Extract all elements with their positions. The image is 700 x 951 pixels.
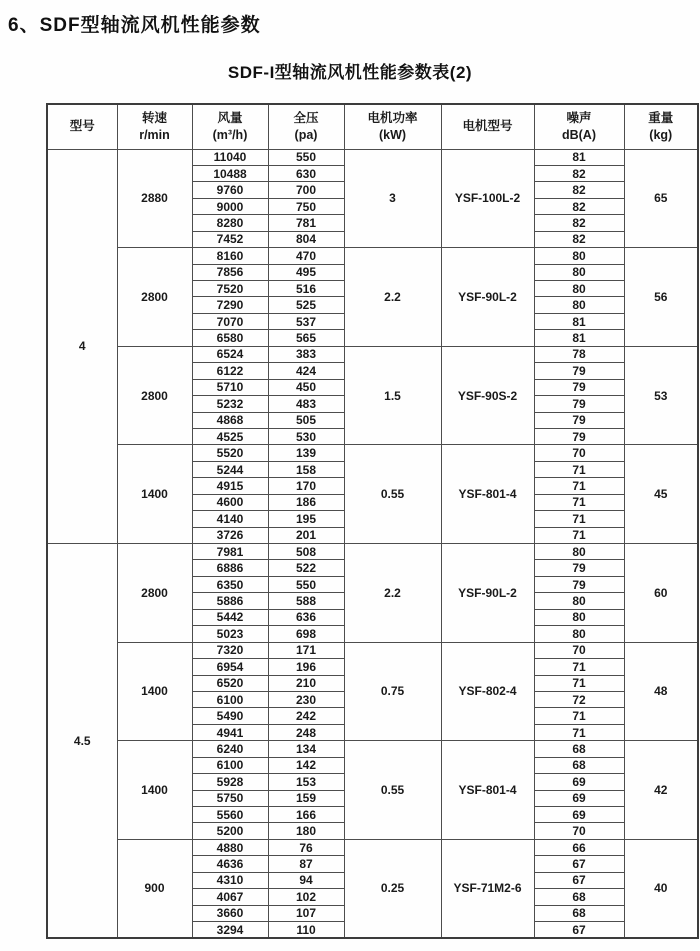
table-row xyxy=(47,544,698,560)
pressure-cell: 804 xyxy=(268,231,344,247)
airflow-cell: 6100 xyxy=(192,757,268,773)
pressure-cell: 630 xyxy=(268,165,344,181)
airflow-cell: 4868 xyxy=(192,412,268,428)
noise-cell: 80 xyxy=(534,593,624,609)
pressure-cell: 565 xyxy=(268,330,344,346)
airflow-cell: 5710 xyxy=(192,379,268,395)
airflow-cell: 6886 xyxy=(192,560,268,576)
airflow-cell: 5750 xyxy=(192,790,268,806)
noise-cell: 71 xyxy=(534,708,624,724)
noise-cell: 67 xyxy=(534,856,624,872)
column-header-power xyxy=(344,104,441,149)
noise-cell: 71 xyxy=(534,478,624,494)
motor-model-cell: YSF-90L-2 xyxy=(441,248,534,347)
motor-model-cell: YSF-801-4 xyxy=(441,445,534,544)
noise-cell: 82 xyxy=(534,231,624,247)
pressure-cell: 171 xyxy=(268,642,344,658)
airflow-cell: 4600 xyxy=(192,494,268,510)
table-row xyxy=(47,839,698,855)
noise-cell: 68 xyxy=(534,905,624,921)
pressure-cell: 102 xyxy=(268,889,344,905)
noise-cell: 79 xyxy=(534,396,624,412)
header-label: 电机功率 xyxy=(367,110,418,125)
airflow-cell: 7320 xyxy=(192,642,268,658)
airflow-cell: 7452 xyxy=(192,231,268,247)
airflow-cell: 7856 xyxy=(192,264,268,280)
noise-cell: 79 xyxy=(534,363,624,379)
power-cell: 0.55 xyxy=(344,741,441,840)
noise-cell: 79 xyxy=(534,576,624,592)
airflow-cell: 4941 xyxy=(192,724,268,740)
pressure-cell: 483 xyxy=(268,396,344,412)
airflow-cell: 4310 xyxy=(192,872,268,888)
airflow-cell: 4915 xyxy=(192,478,268,494)
noise-cell: 72 xyxy=(534,691,624,707)
pressure-cell: 636 xyxy=(268,609,344,625)
pressure-cell: 505 xyxy=(268,412,344,428)
table-row xyxy=(47,149,698,165)
airflow-cell: 3726 xyxy=(192,527,268,543)
airflow-cell: 7520 xyxy=(192,281,268,297)
header-unit: dB(A) xyxy=(561,127,596,142)
model-cell: 4 xyxy=(47,149,117,544)
pressure-cell: 588 xyxy=(268,593,344,609)
pressure-cell: 750 xyxy=(268,198,344,214)
pressure-cell: 107 xyxy=(268,905,344,921)
airflow-cell: 5232 xyxy=(192,396,268,412)
airflow-cell: 6580 xyxy=(192,330,268,346)
table-header xyxy=(47,104,698,149)
table-title: SDF-I型轴流风机性能参数表(2) xyxy=(227,63,473,82)
airflow-cell: 9000 xyxy=(192,198,268,214)
airflow-cell: 3660 xyxy=(192,905,268,921)
page-title: 6、SDF型轴流风机性能参数 xyxy=(8,15,261,36)
airflow-cell: 5520 xyxy=(192,445,268,461)
speed-cell: 2800 xyxy=(117,248,192,347)
airflow-cell: 11040 xyxy=(192,149,268,165)
noise-cell: 71 xyxy=(534,724,624,740)
pressure-cell: 159 xyxy=(268,790,344,806)
noise-cell: 79 xyxy=(534,428,624,444)
pressure-cell: 508 xyxy=(268,544,344,560)
noise-cell: 66 xyxy=(534,839,624,855)
noise-cell: 69 xyxy=(534,774,624,790)
pressure-cell: 134 xyxy=(268,741,344,757)
pressure-cell: 550 xyxy=(268,576,344,592)
header-label: 风量 xyxy=(217,110,243,125)
header-label: 转速 xyxy=(141,110,167,125)
noise-cell: 81 xyxy=(534,313,624,329)
noise-cell: 71 xyxy=(534,494,624,510)
pressure-cell: 530 xyxy=(268,428,344,444)
weight-cell: 60 xyxy=(624,544,698,643)
pressure-cell: 230 xyxy=(268,691,344,707)
power-cell: 1.5 xyxy=(344,346,441,445)
header-unit: (m³/h) xyxy=(212,127,248,142)
pressure-cell: 186 xyxy=(268,494,344,510)
motor-model-cell: YSF-71M2-6 xyxy=(441,839,534,938)
header-label: 型号 xyxy=(69,119,95,134)
power-cell: 0.75 xyxy=(344,642,441,741)
header-label: 噪声 xyxy=(566,110,592,125)
noise-cell: 80 xyxy=(534,264,624,280)
pressure-cell: 139 xyxy=(268,445,344,461)
pressure-cell: 516 xyxy=(268,281,344,297)
table-row xyxy=(47,642,698,658)
weight-cell: 45 xyxy=(624,445,698,544)
header-unit: r/min xyxy=(139,127,170,142)
noise-cell: 81 xyxy=(534,330,624,346)
noise-cell: 79 xyxy=(534,560,624,576)
pressure-cell: 153 xyxy=(268,774,344,790)
table-row xyxy=(47,346,698,362)
speed-cell: 2880 xyxy=(117,149,192,248)
pressure-cell: 210 xyxy=(268,675,344,691)
airflow-cell: 6520 xyxy=(192,675,268,691)
noise-cell: 78 xyxy=(534,346,624,362)
noise-cell: 68 xyxy=(534,757,624,773)
pressure-cell: 698 xyxy=(268,626,344,642)
pressure-cell: 170 xyxy=(268,478,344,494)
airflow-cell: 6100 xyxy=(192,691,268,707)
noise-cell: 82 xyxy=(534,182,624,198)
airflow-cell: 5023 xyxy=(192,626,268,642)
pressure-cell: 450 xyxy=(268,379,344,395)
pressure-cell: 142 xyxy=(268,757,344,773)
airflow-cell: 6524 xyxy=(192,346,268,362)
pressure-cell: 537 xyxy=(268,313,344,329)
header-unit: (kg) xyxy=(649,127,673,142)
column-header-motor xyxy=(441,104,534,149)
airflow-cell: 7070 xyxy=(192,313,268,329)
weight-cell: 42 xyxy=(624,741,698,840)
airflow-cell: 6350 xyxy=(192,576,268,592)
airflow-cell: 5560 xyxy=(192,807,268,823)
pressure-cell: 242 xyxy=(268,708,344,724)
airflow-cell: 5490 xyxy=(192,708,268,724)
noise-cell: 80 xyxy=(534,544,624,560)
power-cell: 2.2 xyxy=(344,544,441,643)
model-cell: 4.5 xyxy=(47,544,117,939)
column-header-pressure xyxy=(268,104,344,149)
pressure-cell: 383 xyxy=(268,346,344,362)
performance-table xyxy=(46,103,699,939)
power-cell: 0.25 xyxy=(344,839,441,938)
table-body xyxy=(47,149,698,938)
speed-cell: 1400 xyxy=(117,445,192,544)
weight-cell: 48 xyxy=(624,642,698,741)
weight-cell: 65 xyxy=(624,149,698,248)
airflow-cell: 7290 xyxy=(192,297,268,313)
noise-cell: 71 xyxy=(534,511,624,527)
noise-cell: 69 xyxy=(534,807,624,823)
speed-cell: 2800 xyxy=(117,346,192,445)
speed-cell: 2800 xyxy=(117,544,192,643)
airflow-cell: 3294 xyxy=(192,922,268,938)
noise-cell: 67 xyxy=(534,872,624,888)
pressure-cell: 470 xyxy=(268,248,344,264)
pressure-cell: 158 xyxy=(268,461,344,477)
noise-cell: 68 xyxy=(534,741,624,757)
pressure-cell: 201 xyxy=(268,527,344,543)
pressure-cell: 180 xyxy=(268,823,344,839)
pressure-cell: 87 xyxy=(268,856,344,872)
airflow-cell: 5886 xyxy=(192,593,268,609)
airflow-cell: 4140 xyxy=(192,511,268,527)
pressure-cell: 781 xyxy=(268,215,344,231)
airflow-cell: 6954 xyxy=(192,659,268,675)
speed-cell: 900 xyxy=(117,839,192,938)
noise-cell: 70 xyxy=(534,445,624,461)
pressure-cell: 248 xyxy=(268,724,344,740)
motor-model-cell: YSF-801-4 xyxy=(441,741,534,840)
table-row xyxy=(47,248,698,264)
column-header-speed xyxy=(117,104,192,149)
noise-cell: 71 xyxy=(534,675,624,691)
column-header-weight xyxy=(624,104,698,149)
header-label: 电机型号 xyxy=(462,119,513,134)
pressure-cell: 495 xyxy=(268,264,344,280)
airflow-cell: 4636 xyxy=(192,856,268,872)
noise-cell: 67 xyxy=(534,922,624,938)
motor-model-cell: YSF-90S-2 xyxy=(441,346,534,445)
speed-cell: 1400 xyxy=(117,642,192,741)
pressure-cell: 166 xyxy=(268,807,344,823)
pressure-cell: 196 xyxy=(268,659,344,675)
power-cell: 0.55 xyxy=(344,445,441,544)
header-unit: (pa) xyxy=(294,127,318,142)
noise-cell: 80 xyxy=(534,626,624,642)
airflow-cell: 5244 xyxy=(192,461,268,477)
column-header-noise xyxy=(534,104,624,149)
noise-cell: 69 xyxy=(534,790,624,806)
airflow-cell: 5200 xyxy=(192,823,268,839)
pressure-cell: 522 xyxy=(268,560,344,576)
header-row xyxy=(47,104,698,149)
noise-cell: 70 xyxy=(534,642,624,658)
pressure-cell: 424 xyxy=(268,363,344,379)
pressure-cell: 525 xyxy=(268,297,344,313)
pressure-cell: 700 xyxy=(268,182,344,198)
pressure-cell: 110 xyxy=(268,922,344,938)
airflow-cell: 9760 xyxy=(192,182,268,198)
header-label: 全压 xyxy=(293,110,319,125)
table-row xyxy=(47,445,698,461)
airflow-cell: 7981 xyxy=(192,544,268,560)
column-header-model xyxy=(47,104,117,149)
pressure-cell: 94 xyxy=(268,872,344,888)
table-row xyxy=(47,741,698,757)
airflow-cell: 5928 xyxy=(192,774,268,790)
power-cell: 2.2 xyxy=(344,248,441,347)
noise-cell: 71 xyxy=(534,461,624,477)
header-unit: (kW) xyxy=(378,127,407,142)
header-label: 重量 xyxy=(648,110,674,125)
airflow-cell: 10488 xyxy=(192,165,268,181)
noise-cell: 68 xyxy=(534,889,624,905)
pressure-cell: 76 xyxy=(268,839,344,855)
weight-cell: 53 xyxy=(624,346,698,445)
airflow-cell: 5442 xyxy=(192,609,268,625)
power-cell: 3 xyxy=(344,149,441,248)
weight-cell: 56 xyxy=(624,248,698,347)
noise-cell: 80 xyxy=(534,297,624,313)
motor-model-cell: YSF-802-4 xyxy=(441,642,534,741)
airflow-cell: 4880 xyxy=(192,839,268,855)
noise-cell: 71 xyxy=(534,527,624,543)
airflow-cell: 4525 xyxy=(192,428,268,444)
pressure-cell: 550 xyxy=(268,149,344,165)
noise-cell: 80 xyxy=(534,248,624,264)
noise-cell: 82 xyxy=(534,198,624,214)
noise-cell: 71 xyxy=(534,659,624,675)
weight-cell: 40 xyxy=(624,839,698,938)
airflow-cell: 6122 xyxy=(192,363,268,379)
noise-cell: 70 xyxy=(534,823,624,839)
motor-model-cell: YSF-100L-2 xyxy=(441,149,534,248)
noise-cell: 80 xyxy=(534,609,624,625)
airflow-cell: 4067 xyxy=(192,889,268,905)
airflow-cell: 8280 xyxy=(192,215,268,231)
airflow-cell: 8160 xyxy=(192,248,268,264)
pressure-cell: 195 xyxy=(268,511,344,527)
noise-cell: 80 xyxy=(534,281,624,297)
motor-model-cell: YSF-90L-2 xyxy=(441,544,534,643)
noise-cell: 79 xyxy=(534,379,624,395)
airflow-cell: 6240 xyxy=(192,741,268,757)
noise-cell: 79 xyxy=(534,412,624,428)
noise-cell: 82 xyxy=(534,165,624,181)
noise-cell: 82 xyxy=(534,215,624,231)
speed-cell: 1400 xyxy=(117,741,192,840)
noise-cell: 81 xyxy=(534,149,624,165)
column-header-airflow xyxy=(192,104,268,149)
